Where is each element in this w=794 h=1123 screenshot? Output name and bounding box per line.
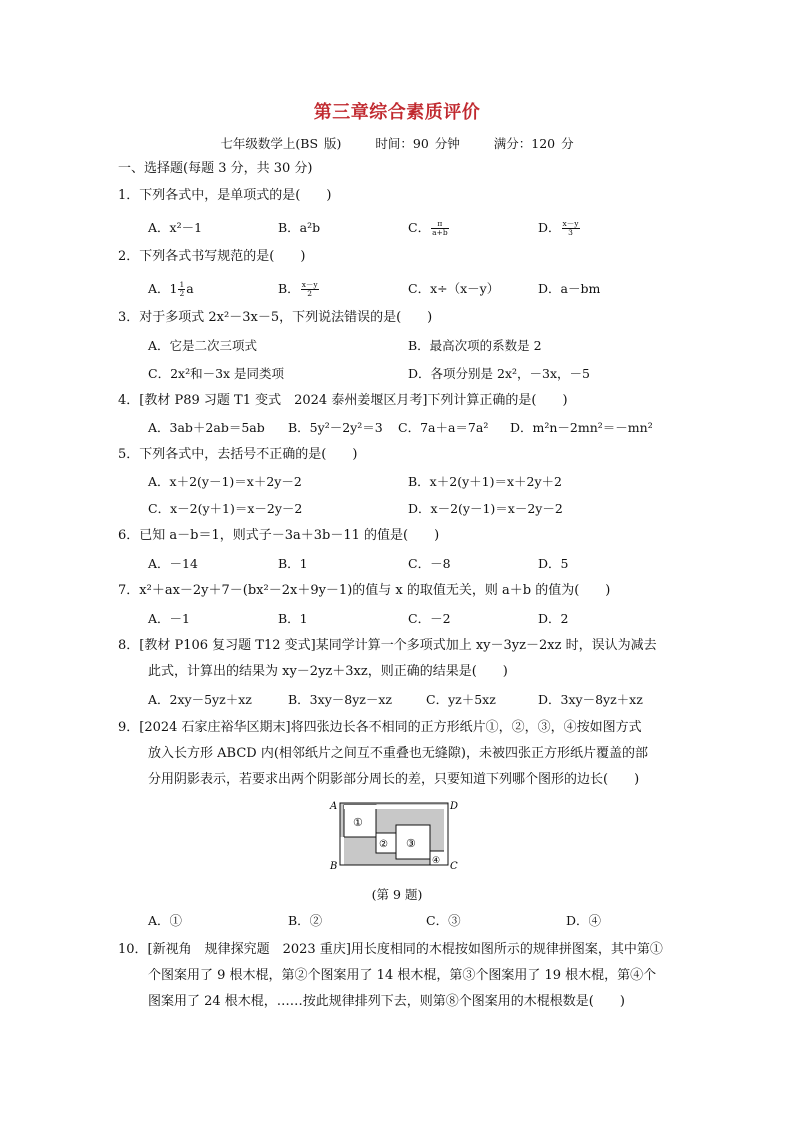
q2-b-fraction: $\frac{x-y}{2}$ <box>301 280 318 298</box>
question-9-figure <box>326 797 466 873</box>
q7-option-a: A．－1 <box>148 611 190 626</box>
q9-option-d: D．④ <box>566 913 602 928</box>
question-4-stem: 4．[教材 P89 习题 T1 变式 2024 泰州姜堰区月考]下列计算正确的是( ) <box>118 393 568 408</box>
question-5-stem: 5．下列各式中，去括号不正确的是( ) <box>118 447 358 462</box>
q8-option-a: A．2xy－5yz＋xz <box>148 692 252 707</box>
q4-option-d: D．m²n－2mn²＝－mn² <box>510 420 653 435</box>
question-2-stem: 2．下列各式书写规范的是( ) <box>118 249 306 264</box>
q9-option-a: A．① <box>148 913 183 928</box>
figure-caption: (第 9 题) <box>371 887 423 902</box>
q5-option-d: D．x－2(y－1)＝x－2y－2 <box>408 501 563 516</box>
q9-option-c: C．③ <box>426 913 461 928</box>
label-square-3: ③ <box>406 837 416 850</box>
question-9-stem: 9．[2024 石家庄裕华区期末]将四张边长各不相同的正方形纸片①，②，③，④按如图方式 <box>118 720 642 735</box>
question-10-stem: 10．[新视角 规律探究题 2023 重庆]用长度相同的木棍按如图所示的规律拼图案，其中第① <box>118 942 663 957</box>
label-c: C <box>450 861 458 872</box>
question-1-stem: 1．下列各式中，是单项式的是( ) <box>118 188 332 203</box>
q1-option-c: C． $\frac{\pi}{a+b}$ <box>408 219 448 237</box>
question-3-stem: 3．对于多项式 2x²－3x－5，下列说法错误的是( ) <box>118 310 433 325</box>
q7-option-b: B．1 <box>278 611 308 626</box>
q1-c-fraction: $\frac{\pi}{a+b}$ <box>432 219 448 237</box>
label-b: B <box>330 861 338 872</box>
q6-option-d: D．5 <box>538 556 569 571</box>
page-title: 第三章综合素质评价 <box>313 102 481 123</box>
q3-option-b: B．最高次项的系数是 2 <box>408 338 542 353</box>
question-8-stem-cont: 此式，计算出的结果为 xy－2yz＋3xz，则正确的结果是( ) <box>148 664 508 679</box>
q5-option-c: C．x－2(y＋1)＝x－2y－2 <box>148 501 303 516</box>
score-label: 满分：120 分 <box>493 136 574 151</box>
exam-meta <box>0 134 794 152</box>
q2-option-d: D．a－bm <box>538 281 601 296</box>
question-10-stem-cont2: 图案用了 24 根木棍，……按此规律排列下去，则第⑧个图案用的木棍根数是( ) <box>148 994 625 1009</box>
q4-option-a: A．3ab＋2ab＝5ab <box>148 420 265 435</box>
question-7-stem: 7．x²＋ax－2y＋7－(bx²－2x＋9y－1)的值与 x 的取值无关，则 a＋b 的值为( ) <box>118 583 611 598</box>
q3-option-a: A．它是二次三项式 <box>148 338 258 353</box>
q1-option-a: A．x²－1 <box>148 220 203 235</box>
time-label: 时间：90 分钟 <box>375 136 460 151</box>
grade-label: 七年级数学上(BS 版) <box>220 136 342 151</box>
question-6-stem: 6．已知 a－b＝1，则式子－3a＋3b－11 的值是( ) <box>118 528 440 543</box>
q6-option-c: C．－8 <box>408 556 451 571</box>
q9-option-b: B．② <box>288 913 323 928</box>
q6-option-b: B．1 <box>278 556 308 571</box>
q8-option-b: B．3xy－8yz－xz <box>288 692 392 707</box>
q5-option-b: B．x＋2(y＋1)＝x＋2y＋2 <box>408 474 562 489</box>
question-8-stem: 8．[教材 P106 复习题 T12 变式]某同学计算一个多项式加上 xy－3yz－2xz 时，误认为减去 <box>118 638 657 653</box>
question-9-stem-cont: 放入长方形 ABCD 内(相邻纸片之间互不重叠也无缝隙)，未被四张正方形纸片覆盖的部 <box>148 746 648 761</box>
q3-option-d: D．各项分别是 2x²，－3x，－5 <box>408 366 590 381</box>
q4-option-c: C．7a＋a＝7a² <box>398 420 489 435</box>
q1-option-b: B．a²b <box>278 220 321 235</box>
label-square-1: ① <box>353 816 363 829</box>
label-d: D <box>450 801 459 812</box>
q4-option-b: B．5y²－2y²＝3 <box>288 420 383 435</box>
label-square-2: ② <box>379 839 388 850</box>
q7-option-d: D．2 <box>538 611 569 626</box>
q5-option-a: A．x＋2(y－1)＝x＋2y－2 <box>148 474 302 489</box>
label-a: A <box>330 801 338 812</box>
q1-option-d: D． $\frac{x-y}{3}$ <box>538 219 579 237</box>
q3-option-c: C．2x²和－3x 是同类项 <box>148 366 285 381</box>
section-heading: 一、选择题(每题 3 分，共 30 分) <box>118 161 313 176</box>
q2-option-b: B． $\frac{x-y}{2}$ <box>278 280 318 298</box>
q2-option-a: A．1 $\frac{1}{2}$ a <box>148 280 194 298</box>
q8-option-d: D．3xy－8yz＋xz <box>538 692 643 707</box>
q2-a-fraction: $\frac{1}{2}$ <box>179 280 185 298</box>
q2-option-c: C．x÷（x－y） <box>408 281 500 296</box>
q8-option-c: C．yz＋5xz <box>426 692 496 707</box>
label-square-4: ④ <box>432 856 441 866</box>
question-9-stem-cont2: 分用阴影表示，若要求出两个阴影部分周长的差，只要知道下列哪个图形的边长( ) <box>148 772 640 787</box>
q6-option-a: A．－14 <box>148 556 198 571</box>
question-10-stem-cont: 个图案用了 9 根木棍，第②个图案用了 14 根木棍，第③个图案用了 19 根木棍，第④个 <box>148 968 657 983</box>
q1-d-fraction: $\frac{x-y}{3}$ <box>562 219 579 237</box>
q7-option-c: C．－2 <box>408 611 451 626</box>
